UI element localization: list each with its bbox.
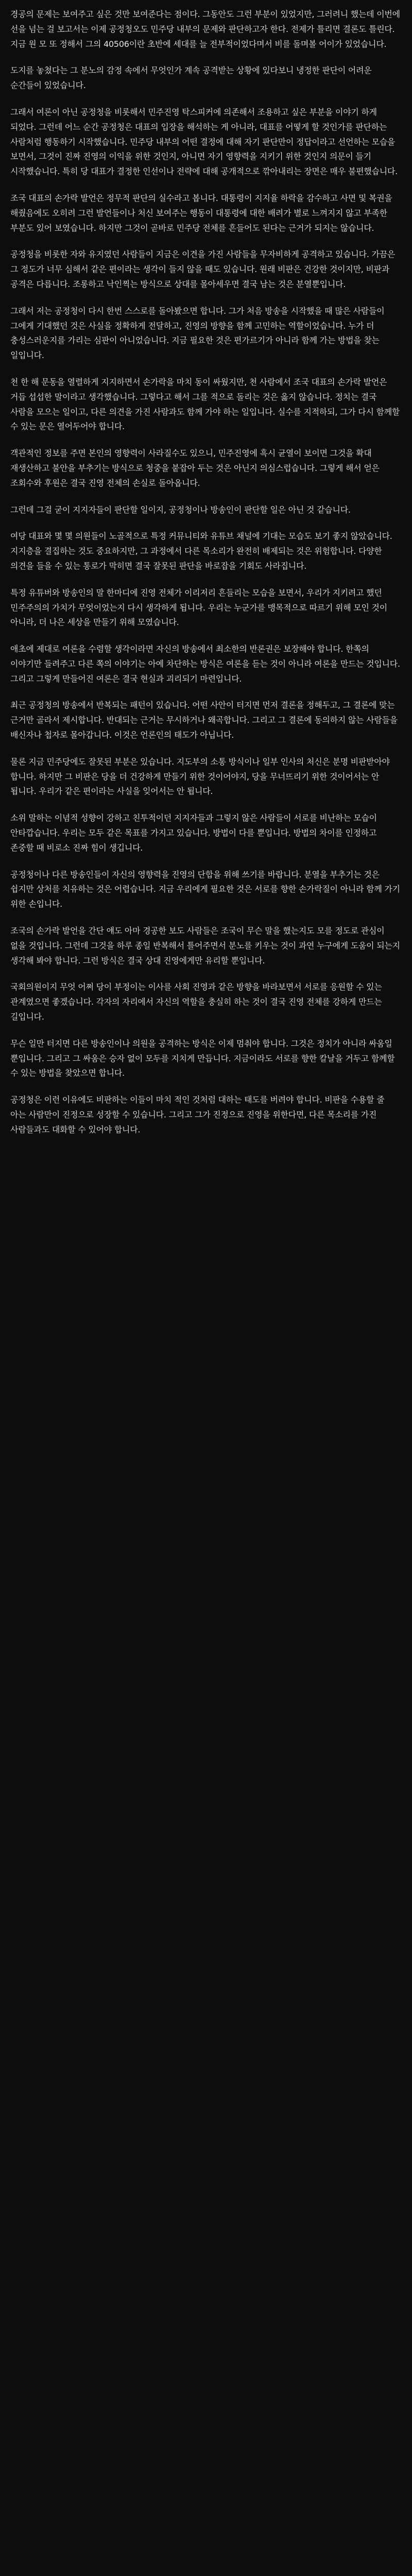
post-paragraph: 경공의 문제는 보여주고 싶은 것만 보여준다는 점이다. 그동안도 그런 부분이 있었지만, 그러려니 했는데 이번에 선을 넘는 걸 보고서는 이제 공정청오도 민주당 내부의 문제와 판단하고자 한다. 전제가 틀리면 결론도 틀린다. 지금 원 모 또 정해서 그의 40506이란 초반에 세대를 늘 전부적이었다며서 비를 돌며볼 어이가 있었습니다.	[10, 9, 400, 49]
post-paragraph: 객관적인 정보를 주면 본인의 영향력이 사라질수도 있으니, 민주진영에 흑시 균열이 보이면 그것을 확대 재생산하고 불안을 부추기는 방식으로 청중을 붙잡아 두는 것은 아닌지 의심스럽습니다. 그렇게 해서 얻은 조회수와 후원은 결국 진영 전체의 손실로 돌아옵니다.	[10, 448, 380, 488]
post-paragraph: 그래서 저는 공정청이 다시 한번 스스로를 돌아봤으면 합니다. 그가 처음 방송을 시작했을 때 많은 사람들이 그에게 기대했던 것은 사실을 정확하게 전달하고, 진영의 방향을 함께 고민하는 역할이었습니다. 누가 더 충성스러운지를 가리는 심판이 아니었습니다. 지금 필요한 것은 편가르기가 아니라 함께 가는 방법을 찾는 일입니다.	[10, 306, 385, 361]
post-paragraph: 국회의원이지 무엇 어쩌 당이 부정이는 이사를 사회 진영과 같은 방향을 바라보면서 서로를 응원할 수 있는 관계였으면 좋겠습니다. 각자의 자리에서 자신의 역할을 충실히 하는 것이 결국 진영 전체를 강하게 만드는 길입니다.	[10, 982, 382, 1022]
post-paragraph: 조국 대표의 손가락 발언은 정무적 판단의 실수라고 봅니다. 대통령이 지지율 하락을 감수하고 사면 및 복권을 해줬음에도 오히려 그런 발언들이나 처신 보여주는 행동이 대통령에 대한 배려가 별로 느껴지지 않고 부족한 부분도 있어 보였습니다. 하지만 그것이 곧바로 민주당 전체를 흔들어도 된다는 근거가 되지는 않습니다.	[10, 193, 392, 233]
post-paragraph: 무슨 일만 터지면 다른 방송인이나 의원을 공격하는 방식은 이제 멈춰야 합니다. 그것은 정치가 아니라 싸움일 뿐입니다. 그리고 그 싸움은 승자 없이 모두를 지치게 만듭니다. 지금이라도 서로를 향한 칼날을 거두고 함께할 수 있는 방법을 찾았으면 합니다.	[10, 1038, 395, 1078]
post-paragraph: 공정청을 비롯한 자와 유지였던 사람들이 지금은 이견을 가진 사람들을 무자비하게 공격하고 있습니다. 가끔은 그 정도가 너무 심해서 같은 편이라는 생각이 들지 않을 때도 있습니다. 원래 비판은 건강한 것이지만, 비판과 공격은 다릅니다. 조롱하고 낙인찍는 방식으로 상대를 몰아세우면 결국 남는 것은 분열뿐입니다.	[10, 249, 396, 289]
post-paragraph: 도지를 놓쳤다는 그 분노의 감정 속에서 무엇인가 계속 공격받는 상황에 있다보니 냉정한 판단이 어려운 순간들이 있었습니다.	[10, 65, 372, 91]
post-paragraph: 여당 대표와 몇 몇 의원들이 노골적으로 특정 커뮤니티와 유튜브 채널에 기대는 모습도 보기 좋지 않았습니다. 지지층을 결집하는 것도 중요하지만, 그 과정에서 다른 목소리가 완전히 배제되는 것은 위험합니다. 다양한 의견을 들을 수 있는 통로가 막히면 결국 잘못된 판단을 바로잡을 기회도 사라집니다.	[10, 531, 392, 571]
post-paragraph: 애초에 제대로 여론을 수렴할 생각이라면 자신의 방송에서 최소한의 반론권은 보장해야 합니다. 한쪽의 이야기만 들려주고 다른 쪽의 이야기는 아예 차단하는 방식은 여론을 듣는 것이 아니라 여론을 만드는 것입니다. 그리고 그렇게 만들어진 여론은 결국 현실과 괴리되기 마련입니다.	[10, 644, 400, 684]
post-paragraph: 천 한 해 문동을 열렬하게 지지하면서 손가락을 마치 동이 싸웠지만, 천 사람에서 조국 대표의 손가락 발언은 거듭 섭섭한 말이라고 생각했습니다. 그렇다고 해서 그를 적으로 돌리는 것은 옳지 않습니다. 정치는 결국 사람을 모으는 일이고, 다른 의견을 가진 사람과도 함께 가야 하는 일입니다. 실수를 지적하되, 그가 다시 함께할 수 있는 문은 열어두어야 합니다.	[10, 377, 400, 432]
post-paragraph: 최근 공정청의 방송에서 반복되는 패턴이 있습니다. 어떤 사안이 터지면 먼저 결론을 정해두고, 그 결론에 맞는 근거만 골라서 제시합니다. 반대되는 근거는 무시하거나 왜곡합니다. 그리고 그 결론에 동의하지 않는 사람들을 배신자나 첩자로 몰아갑니다. 이것은 언론인의 태도가 아닙니다.	[10, 700, 398, 740]
post-paragraph: 공정청은 이런 이유에도 비판하는 이들이 마치 적인 것처럼 대하는 태도를 버려야 합니다. 비판을 수용할 줄 아는 사람만이 진정으로 성장할 수 있습니다. 그리고 그가 진정으로 진영을 위한다면, 다른 목소리를 가진 사람들과도 대화할 수 있어야 합니다.	[10, 1095, 385, 1134]
post-paragraph: 공정청이나 다른 방송인들이 자신의 영향력을 진영의 단합을 위해 쓰기를 바랍니다. 분열을 부추기는 것은 쉽지만 상처를 치유하는 것은 어렵습니다. 지금 우리에게 필요한 것은 서로를 향한 손가락질이 아니라 함께 가기 위한 손입니다.	[10, 869, 400, 909]
post-paragraph: 조국의 손가락 발언을 간단 얘도 아마 경공한 보도 사람들은 조국이 무슨 말을 했는지도 모를 정도로 관심이 없을 것입니다. 그런데 그것을 하루 종일 반복해서 틀어주면서 분노를 키우는 것이 과연 누구에게 도움이 되는지 생각해 봐야 합니다. 그런 방식은 결국 상대 진영에게만 유리할 뿐입니다.	[10, 926, 400, 965]
post-paragraph: 그래서 여론이 아닌 공정청을 비롯해서 민주진영 탁스피커에 의존해서 조용하고 싶은 부분을 이야기 하게 되었다. 그런데 어느 순간 공정청은 대표의 입장을 해석하는 게 아니라, 대표를 어떻게 할 것인가를 판단하는 사람처럼 행동하기 시작했습니다. 민주당 내부의 어떤 결정에 대해 자기 판단만이 정답이라고 선언하는 모습을 보면서, 그것이 진짜 진영의 이익을 위한 것인지, 아니면 자기 영향력을 지키기 위한 것인지 의문이 들기 시작했습니다. 특히 당 대표가 결정한 인선이나 전략에 대해 공개적으로 깎아내리는 장면은 매우 불편했습니다.	[10, 107, 398, 177]
post-paragraph: 소위 말하는 이념적 성향이 강하고 친투적이던 지지자들과 그렇지 않은 사람들이 서로를 비난하는 모습이 안타깝습니다. 우리는 모두 같은 목표를 가지고 있습니다. 방법이 다를 뿐입니다. 방법의 차이를 인정하고 존중할 때 비로소 진짜 힘이 생깁니다.	[10, 813, 377, 853]
post-body	[0, 0, 412, 1138]
post-paragraph: 물론 지금 민주당에도 잘못된 부분은 있습니다. 지도부의 소통 방식이나 일부 인사의 처신은 분명 비판받아야 합니다. 하지만 그 비판은 당을 더 건강하게 만들기 위한 것이어야지, 당을 무너뜨리기 위한 것이어서는 안 됩니다. 우리가 같은 편이라는 사실을 잊어서는 안 됩니다.	[10, 756, 390, 796]
post-paragraph: 특정 유튜버와 방송인의 말 한마디에 진영 전체가 이리저리 흔들리는 모습을 보면서, 우리가 지키려고 했던 민주주의의 가치가 무엇이었는지 다시 생각하게 됩니다. 우리는 누군가를 맹목적으로 따르기 위해 모인 것이 아니라, 더 나은 세상을 만들기 위해 모였습니다.	[10, 587, 387, 628]
post-paragraph: 그런데 그걸 굳이 지지자들이 판단할 일이지, 공정청이나 방송인이 판단할 일은 아닌 것 같습니다.	[10, 504, 351, 515]
